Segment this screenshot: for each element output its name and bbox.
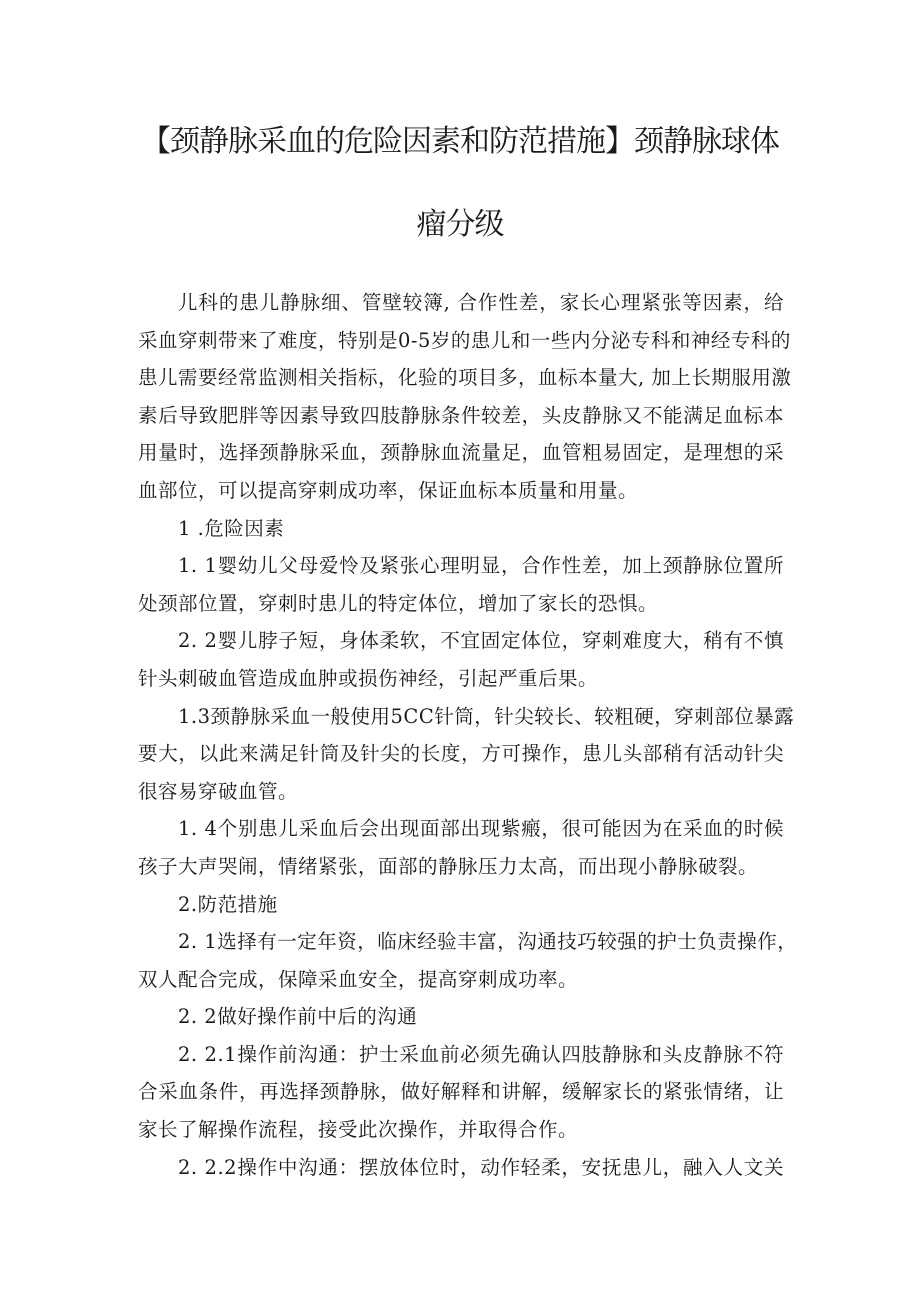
paragraph-line: 1.3颈静脉采血一般使用5CC针筒，针尖较长、较粗硬，穿刺部位暴露 [178,704,795,728]
paragraph-line: 2. 2.2操作中沟通：摆放体位时，动作轻柔，安抚患儿，融入人文关 [178,1155,784,1179]
section-heading: 2.防范措施 [178,892,278,916]
paragraph-line: 血部位，可以提高穿刺成功率，保证血标本质量和用量。 [138,478,639,502]
paragraph-line: 很容易穿破血管。 [138,779,299,803]
section-heading: 1 .危险因素 [178,516,285,540]
document-body [138,284,798,1186]
paragraph-line: 用量时，选择颈静脉采血，颈静脉血流量足，血管粗易固定，是理想的采 [138,441,784,465]
paragraph-line: 患儿需要经常监测相关指标，化验的项目多，血标本量大, 加上长期服用激 [138,366,792,390]
paragraph-line: 家长了解操作流程，接受此次操作，并取得合作。 [138,1118,579,1142]
paragraph-line: 孩子大声哭闹，情绪紧张，面部的静脉压力太高，而出现小静脉破裂。 [138,854,759,878]
document-title-line-1: 【颈静脉采血的危险因素和防范措施】颈静脉球体 [141,124,779,159]
paragraph-line: 1. 4个别患儿采血后会出现面部出现紫瘢，很可能因为在采血的时候 [178,817,784,841]
paragraph-line: 要大，以此来满足针筒及针尖的长度，方可操作，患儿头部稍有活动针尖 [138,742,784,766]
paragraph-line: 2. 2婴儿脖子短，身体柔软，不宜固定体位，穿刺难度大，稍有不慎 [178,629,784,653]
paragraph-line: 采血穿刺带来了难度，特别是0-5岁的患儿和一些内分泌专科和神经专科的 [138,328,791,352]
paragraph-line: 2. 1选择有一定年资，临床经验丰富，沟通技巧较强的护士负责操作， [178,930,798,954]
paragraph-line: 儿科的患儿静脉细、管壁较簿, 合作性差，家长心理紧张等因素，给 [178,291,784,314]
document-title-line-2: 瘤分级 [416,207,504,242]
paragraph-line: 处颈部位置，穿刺时患儿的特定体位，增加了家长的恐惧。 [138,591,659,615]
paragraph-line: 双人配合完成，保障采血安全，提高穿刺成功率。 [138,967,579,991]
paragraph-line: 合采血条件，再选择颈静脉，做好解释和讲解，缓解家长的紧张情绪，让 [138,1080,784,1104]
paragraph-line: 针头刺破血管造成血肿或损伤神经，引起严重后果。 [138,666,599,690]
paragraph-line: 2. 2.1操作前沟通：护士采血前必须先确认四肢静脉和头皮静脉不符 [178,1042,784,1066]
paragraph-line: 1. 1婴幼儿父母爱怜及紧张心理明显，合作性差，加上颈静脉位置所 [178,554,784,578]
paragraph-line: 素后导致肥胖等因素导致四肢静脉条件较差，头皮静脉又不能满足血标本 [138,403,784,427]
subsection-heading: 2. 2做好操作前中后的沟通 [178,1005,418,1029]
